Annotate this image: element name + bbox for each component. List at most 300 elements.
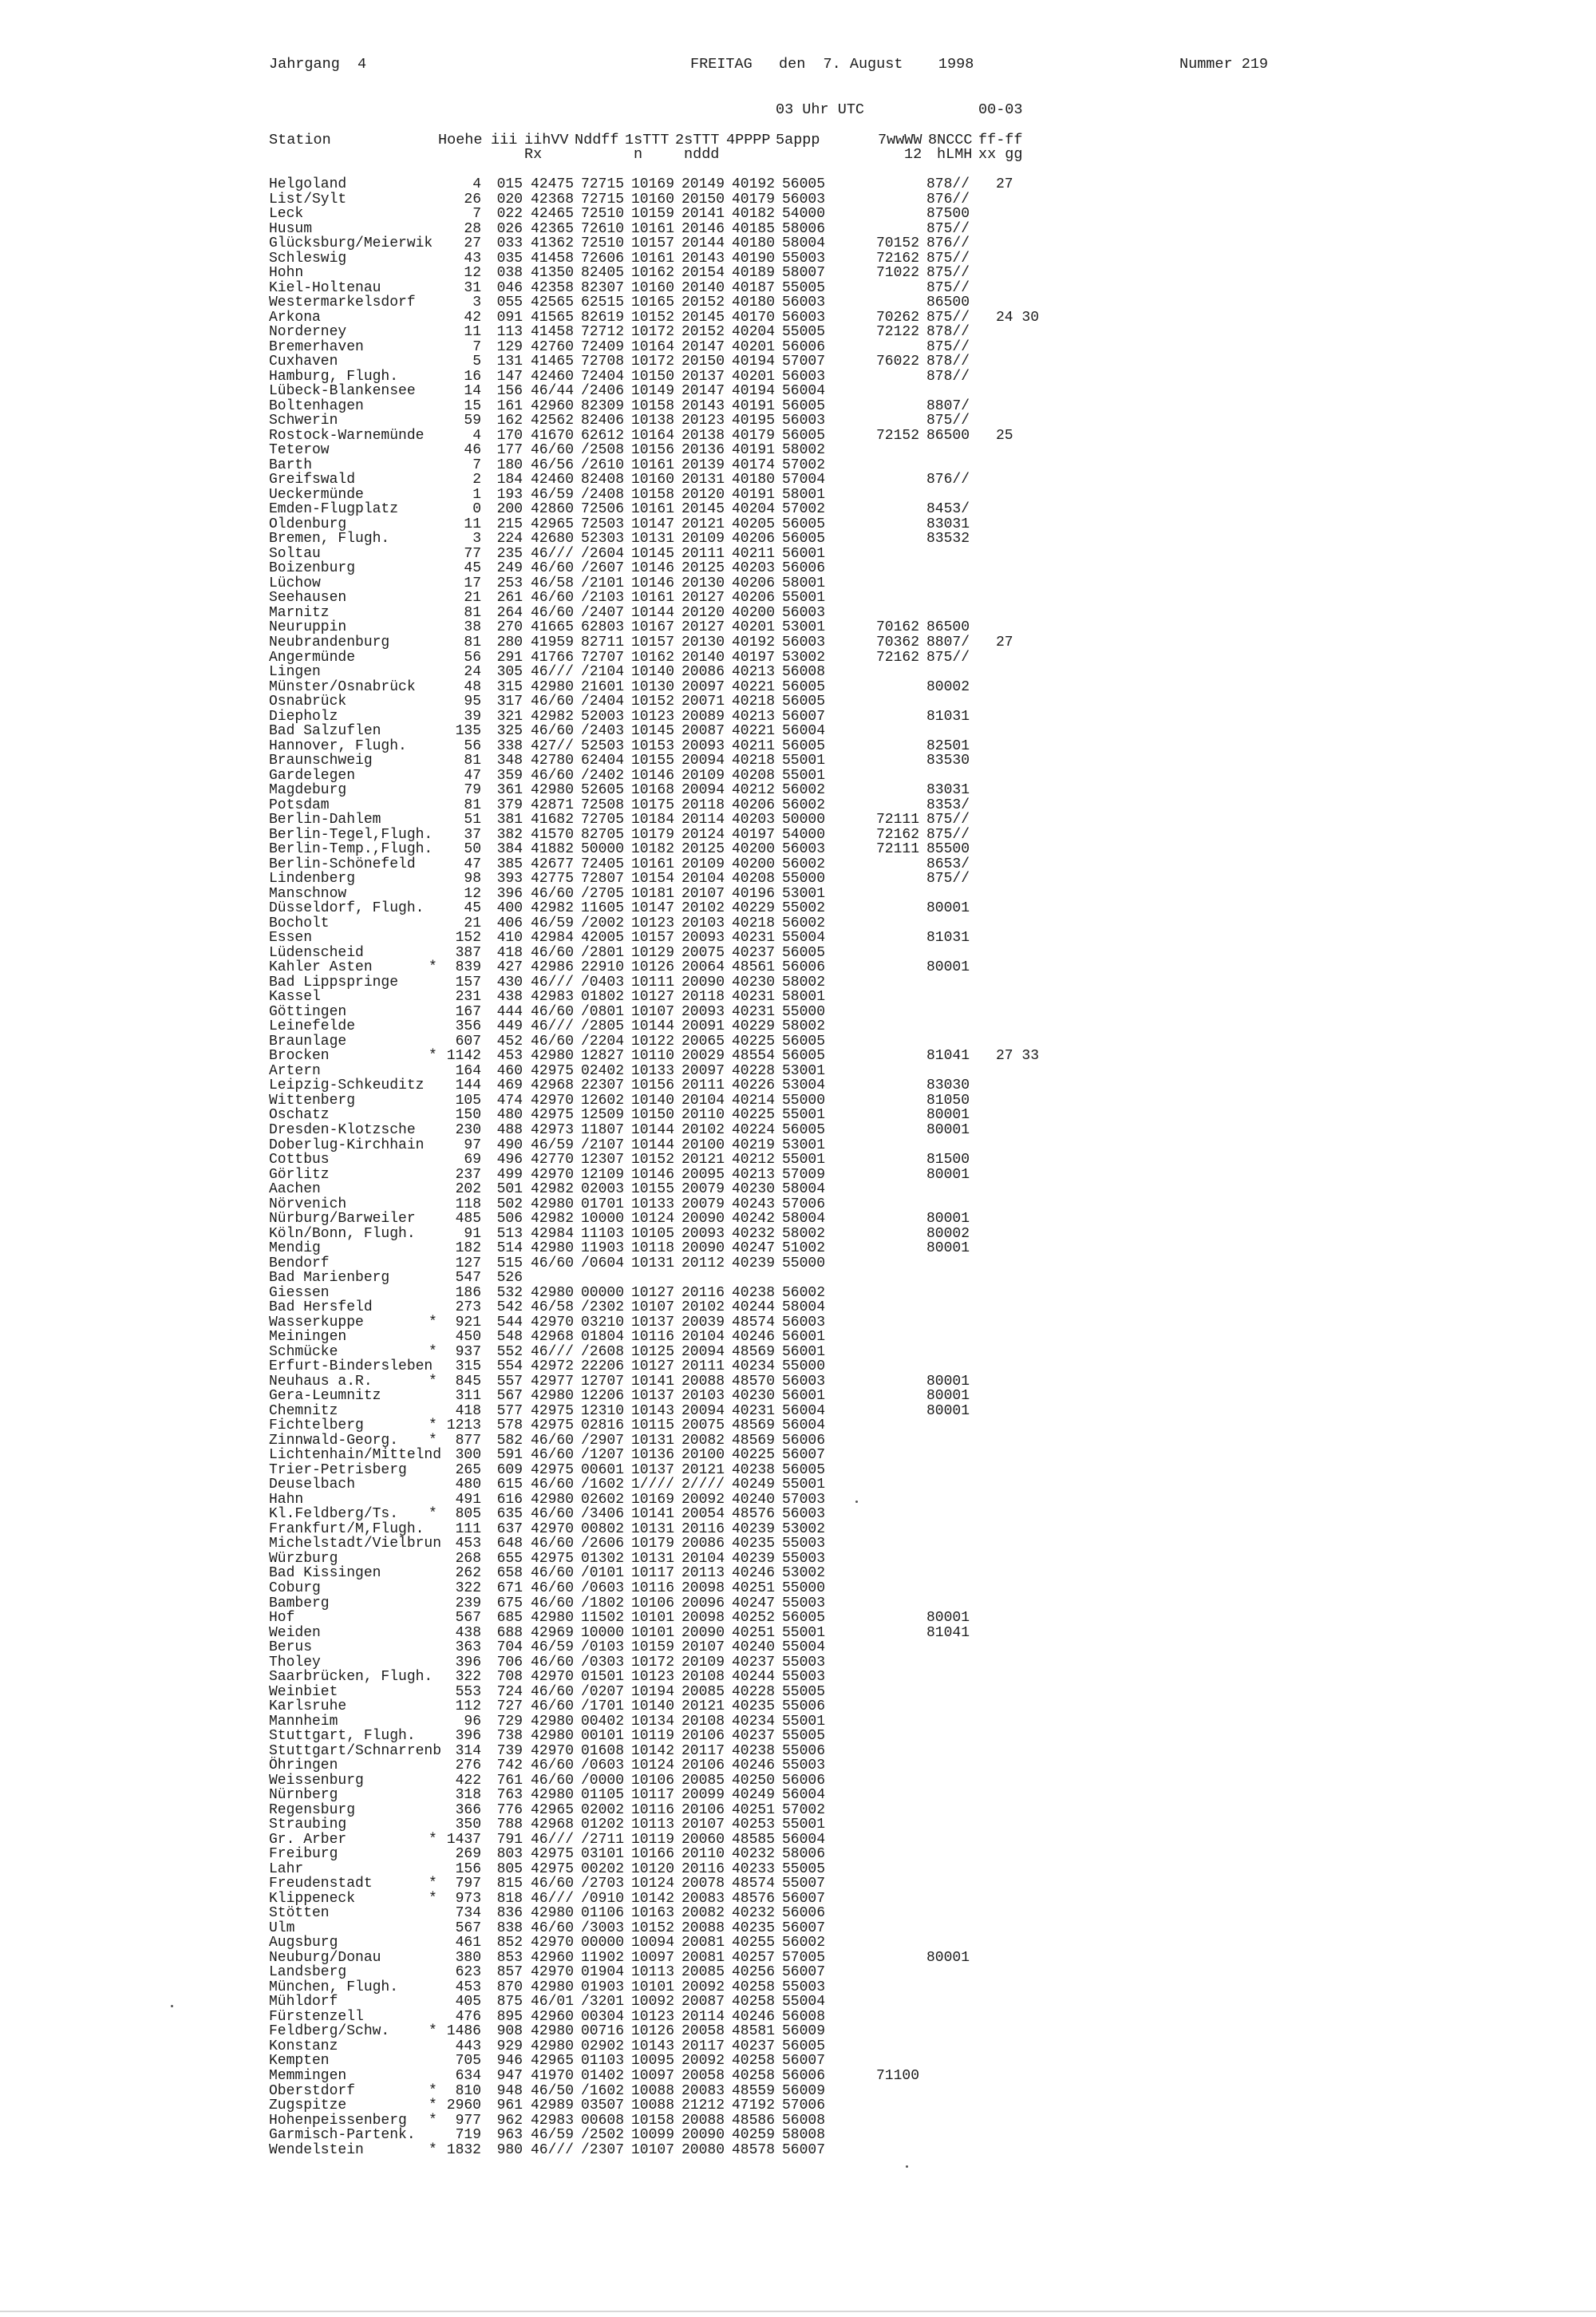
station-iihvv: 42460 bbox=[530, 368, 574, 385]
station-name: Hof bbox=[269, 1610, 295, 1627]
station-4pppp: 40185 bbox=[731, 220, 775, 237]
station-name: Bremerhaven bbox=[269, 338, 364, 355]
station-nddff: /0603 bbox=[580, 1758, 624, 1774]
station-iii: 460 bbox=[496, 1062, 523, 1079]
station-4pppp: 40259 bbox=[731, 2127, 775, 2144]
station-1sttt: 10157 bbox=[630, 634, 674, 650]
station-iii: 980 bbox=[496, 2141, 523, 2158]
station-iii: 791 bbox=[496, 1831, 523, 1848]
station-name: Göttingen bbox=[269, 1003, 347, 1020]
station-name: Bad Lippspringe bbox=[269, 974, 399, 990]
station-iihvv: 42970 bbox=[530, 1520, 574, 1537]
station-2sttt: 20081 bbox=[681, 1935, 725, 1951]
station-1sttt: 10113 bbox=[630, 1817, 674, 1833]
station-name: Freiburg bbox=[269, 1846, 338, 1863]
station-name: Trier-Petrisberg bbox=[269, 1461, 407, 1478]
station-name: Cuxhaven bbox=[269, 354, 338, 370]
station-hoehe: 21 bbox=[464, 590, 481, 607]
scan-speck bbox=[855, 1501, 858, 1503]
station-iihvv: 46/60 bbox=[530, 1772, 574, 1789]
station-5appp: 58002 bbox=[781, 1225, 825, 1242]
station-nddff: /3003 bbox=[580, 1920, 624, 1936]
station-2sttt: 20131 bbox=[681, 472, 725, 488]
station-5appp: 54000 bbox=[781, 206, 825, 223]
station-nddff: /0910 bbox=[580, 1890, 624, 1907]
station-2sttt: 20116 bbox=[681, 1520, 725, 1537]
station-nddff: 52605 bbox=[580, 782, 624, 799]
scan-speck bbox=[906, 2165, 908, 2168]
station-1sttt: 10152 bbox=[630, 1152, 674, 1168]
station-5appp: 55007 bbox=[781, 1876, 825, 1892]
station-5appp: 56009 bbox=[781, 2082, 825, 2099]
station-name: Kahler Asten bbox=[269, 959, 373, 976]
station-nddff: 03507 bbox=[580, 2098, 624, 2114]
station-hoehe: 11 bbox=[464, 324, 481, 341]
station-iii: 548 bbox=[496, 1329, 523, 1346]
station-4pppp: 40196 bbox=[731, 885, 775, 902]
station-2sttt: 20090 bbox=[681, 1211, 725, 1228]
station-4pppp: 40232 bbox=[731, 1905, 775, 1922]
station-hoehe: 17 bbox=[464, 575, 481, 591]
station-name: Berlin-Temp.,Flugh. bbox=[269, 841, 433, 858]
station-1sttt: 10124 bbox=[630, 1758, 674, 1774]
station-4pppp: 40235 bbox=[731, 1920, 775, 1936]
station-iii: 379 bbox=[496, 797, 523, 813]
station-nddff: 02902 bbox=[580, 2038, 624, 2054]
station-nddff: 72508 bbox=[580, 797, 624, 813]
station-4pppp: 40180 bbox=[731, 472, 775, 488]
station-2sttt: 20121 bbox=[681, 516, 725, 532]
station-4pppp: 40179 bbox=[731, 427, 775, 444]
station-nddff: 00402 bbox=[580, 1713, 624, 1730]
station-2sttt: 20065 bbox=[681, 1033, 725, 1050]
station-name: Ulm bbox=[269, 1920, 295, 1936]
station-nddff: /2107 bbox=[580, 1137, 624, 1153]
station-1sttt: 10149 bbox=[630, 383, 674, 400]
station-2sttt: 20104 bbox=[681, 1550, 725, 1567]
station-4pppp: 40232 bbox=[731, 1846, 775, 1863]
station-iihvv: 46/60 bbox=[530, 590, 574, 607]
station-nddff: 72506 bbox=[580, 501, 624, 518]
station-1sttt: 10120 bbox=[630, 1860, 674, 1877]
station-name: Berus bbox=[269, 1639, 313, 1656]
station-4pppp: 40252 bbox=[731, 1610, 775, 1627]
station-hoehe: 810 bbox=[455, 2082, 481, 2099]
station-nddff: 12707 bbox=[580, 1373, 624, 1390]
station-nddff: 10000 bbox=[580, 1211, 624, 1228]
station-name: Hohenpeissenberg bbox=[269, 2112, 407, 2129]
station-iii: 815 bbox=[496, 1876, 523, 1892]
station-4pppp: 40225 bbox=[731, 1033, 775, 1050]
station-iii: 131 bbox=[496, 354, 523, 370]
station-2sttt: 2//// bbox=[681, 1477, 725, 1493]
station-iihvv: 46/60 bbox=[530, 1565, 574, 1582]
station-hoehe: 839 bbox=[455, 959, 481, 976]
station-1sttt: 10113 bbox=[630, 1964, 674, 1981]
station-hoehe: 167 bbox=[455, 1003, 481, 1020]
station-name: Manschnow bbox=[269, 885, 347, 902]
station-2sttt: 20075 bbox=[681, 1417, 725, 1434]
station-iihvv: 42970 bbox=[530, 1314, 574, 1330]
station-1sttt: 10153 bbox=[630, 737, 674, 754]
station-star: * bbox=[429, 2112, 437, 2129]
station-hoehe: 59 bbox=[464, 413, 481, 429]
station-5appp: 53002 bbox=[781, 649, 825, 666]
station-star: * bbox=[429, 2141, 437, 2158]
station-5appp: 56001 bbox=[781, 1343, 825, 1360]
station-name: Brocken bbox=[269, 1048, 330, 1065]
station-1sttt: 10116 bbox=[630, 1801, 674, 1818]
station-star: * bbox=[429, 2082, 437, 2099]
station-hoehe: 438 bbox=[455, 1624, 481, 1641]
station-4pppp: 40201 bbox=[731, 619, 775, 636]
time-range-label: 00-03 bbox=[978, 101, 1023, 118]
station-2sttt: 20083 bbox=[681, 1890, 725, 1907]
station-8nccc: 80001 bbox=[926, 1122, 970, 1138]
station-8nccc: 80001 bbox=[926, 1211, 970, 1228]
station-hoehe: 150 bbox=[455, 1107, 481, 1124]
station-hoehe: 453 bbox=[455, 1979, 481, 1995]
station-5appp: 56004 bbox=[781, 1787, 825, 1804]
station-4pppp: 40251 bbox=[731, 1624, 775, 1641]
station-name: Neubrandenburg bbox=[269, 634, 390, 650]
station-iihvv: 42975 bbox=[530, 1402, 574, 1419]
station-1sttt: 10156 bbox=[630, 1077, 674, 1094]
station-iii: 499 bbox=[496, 1166, 523, 1183]
station-2sttt: 20111 bbox=[681, 1077, 725, 1094]
station-iii: 704 bbox=[496, 1639, 523, 1656]
station-4pppp: 40232 bbox=[731, 1225, 775, 1242]
station-8nccc: 81041 bbox=[926, 1048, 970, 1065]
station-2sttt: 20116 bbox=[681, 1860, 725, 1877]
station-name: Köln/Bonn, Flugh. bbox=[269, 1225, 416, 1242]
station-1sttt: 10134 bbox=[630, 1713, 674, 1730]
col-8nccc: 8NCCC bbox=[928, 132, 973, 148]
station-4pppp: 40218 bbox=[731, 694, 775, 710]
station-5appp: 56007 bbox=[781, 1447, 825, 1464]
station-iii: 249 bbox=[496, 560, 523, 577]
station-2sttt: 20104 bbox=[681, 1092, 725, 1109]
station-hoehe: 322 bbox=[455, 1580, 481, 1596]
station-2sttt: 20060 bbox=[681, 1831, 725, 1848]
station-1sttt: 10123 bbox=[630, 708, 674, 725]
station-iihvv: 46/60 bbox=[530, 885, 574, 902]
station-5appp: 55002 bbox=[781, 900, 825, 917]
station-hoehe: 164 bbox=[455, 1062, 481, 1079]
station-4pppp: 40258 bbox=[731, 2068, 775, 2084]
station-1sttt: 10127 bbox=[630, 989, 674, 1006]
station-5appp: 56005 bbox=[781, 516, 825, 532]
station-8nccc: 80001 bbox=[926, 1388, 970, 1405]
station-2sttt: 20085 bbox=[681, 1964, 725, 1981]
station-name: Meiningen bbox=[269, 1329, 347, 1346]
station-hoehe: 118 bbox=[455, 1196, 481, 1212]
station-8nccc: 86500 bbox=[926, 619, 970, 636]
station-name: Soltau bbox=[269, 545, 321, 562]
station-2sttt: 20125 bbox=[681, 841, 725, 858]
station-name: Leck bbox=[269, 206, 304, 223]
station-5appp: 53002 bbox=[781, 1520, 825, 1537]
station-iihvv: 42980 bbox=[530, 782, 574, 799]
station-hoehe: 98 bbox=[464, 871, 481, 888]
station-iii: 803 bbox=[496, 1846, 523, 1863]
station-2sttt: 20118 bbox=[681, 989, 725, 1006]
station-star: * bbox=[429, 1506, 437, 1523]
station-nddff: 10000 bbox=[580, 1624, 624, 1641]
station-iii: 382 bbox=[496, 826, 523, 843]
station-2sttt: 20090 bbox=[681, 2127, 725, 2144]
station-1sttt: 10150 bbox=[630, 1107, 674, 1124]
station-2sttt: 20106 bbox=[681, 1728, 725, 1745]
station-name: Giessen bbox=[269, 1284, 330, 1301]
station-hoehe: 547 bbox=[455, 1270, 481, 1287]
station-iii: 675 bbox=[496, 1595, 523, 1611]
station-name: Kassel bbox=[269, 989, 321, 1006]
station-4pppp: 40231 bbox=[731, 1402, 775, 1419]
station-5appp: 55000 bbox=[781, 871, 825, 888]
station-4pppp: 40191 bbox=[731, 442, 775, 459]
station-iihvv: 46/// bbox=[530, 664, 574, 681]
station-name: Kl.Feldberg/Ts. bbox=[269, 1506, 399, 1523]
station-2sttt: 20106 bbox=[681, 1758, 725, 1774]
station-nddff: 02002 bbox=[580, 1801, 624, 1818]
station-4pppp: 40229 bbox=[731, 900, 775, 917]
station-nddff: 52303 bbox=[580, 531, 624, 548]
station-1sttt: 10155 bbox=[630, 753, 674, 769]
station-5appp: 57002 bbox=[781, 1801, 825, 1818]
station-4pppp: 40187 bbox=[731, 279, 775, 296]
station-name: Klippeneck bbox=[269, 1890, 356, 1907]
station-4pppp: 40206 bbox=[731, 590, 775, 607]
station-1sttt: 10117 bbox=[630, 1565, 674, 1582]
station-name: Oschatz bbox=[269, 1107, 330, 1124]
station-1sttt: 10150 bbox=[630, 368, 674, 385]
station-8nccc: 875// bbox=[926, 871, 970, 888]
station-5appp: 56002 bbox=[781, 797, 825, 813]
station-2sttt: 20109 bbox=[681, 856, 725, 872]
station-4pppp: 40238 bbox=[731, 1284, 775, 1301]
station-iii: 776 bbox=[496, 1801, 523, 1818]
station-1sttt: 10152 bbox=[630, 1920, 674, 1936]
station-1sttt: 10144 bbox=[630, 1122, 674, 1138]
station-2sttt: 20124 bbox=[681, 826, 725, 843]
station-hoehe: 11 bbox=[464, 516, 481, 532]
station-name: Gera-Leumnitz bbox=[269, 1388, 381, 1405]
station-hoehe: 157 bbox=[455, 974, 481, 990]
station-name: Berlin-Dahlem bbox=[269, 812, 381, 828]
station-hoehe: 315 bbox=[455, 1358, 481, 1375]
col-7wwww-sub: 12 bbox=[904, 146, 922, 163]
station-1sttt: 10140 bbox=[630, 1092, 674, 1109]
station-4pppp: 40246 bbox=[731, 1758, 775, 1774]
station-1sttt: 10123 bbox=[630, 1669, 674, 1686]
station-4pppp: 40250 bbox=[731, 1772, 775, 1789]
station-iii: 501 bbox=[496, 1181, 523, 1198]
station-4pppp: 40194 bbox=[731, 383, 775, 400]
station-iihvv: 42970 bbox=[530, 1092, 574, 1109]
station-nddff: 00000 bbox=[580, 1284, 624, 1301]
station-name: Boizenburg bbox=[269, 560, 356, 577]
station-name: Würzburg bbox=[269, 1550, 338, 1567]
station-hoehe: 135 bbox=[455, 723, 481, 740]
station-name: Zinnwald-Georg. bbox=[269, 1432, 399, 1449]
station-iii: 184 bbox=[496, 472, 523, 488]
station-1sttt: 10118 bbox=[630, 1240, 674, 1257]
station-nddff: /0604 bbox=[580, 1255, 624, 1271]
station-5appp: 57007 bbox=[781, 354, 825, 370]
col-5appp: 5appp bbox=[776, 132, 820, 148]
station-iihvv: 41465 bbox=[530, 354, 574, 370]
station-iii: 502 bbox=[496, 1196, 523, 1212]
station-nddff: 82307 bbox=[580, 279, 624, 296]
station-8nccc: 86500 bbox=[926, 427, 970, 444]
station-hoehe: 31 bbox=[464, 279, 481, 296]
station-name: Düsseldorf, Flugh. bbox=[269, 900, 425, 917]
col-ff-sub: xx gg bbox=[978, 146, 1023, 163]
station-name: Essen bbox=[269, 930, 313, 947]
station-4pppp: 40214 bbox=[731, 1092, 775, 1109]
station-4pppp: 40239 bbox=[731, 1520, 775, 1537]
station-nddff: /2406 bbox=[580, 383, 624, 400]
station-1sttt: 10146 bbox=[630, 1166, 674, 1183]
station-iihvv: 46/60 bbox=[530, 1506, 574, 1523]
station-5appp: 55004 bbox=[781, 930, 825, 947]
station-iihvv: 46/60 bbox=[530, 694, 574, 710]
station-hoehe: 202 bbox=[455, 1181, 481, 1198]
station-name: Fichtelberg bbox=[269, 1417, 364, 1434]
station-iihvv: 41458 bbox=[530, 250, 574, 267]
station-2sttt: 20092 bbox=[681, 1491, 725, 1508]
station-star: * bbox=[429, 1048, 437, 1065]
station-hoehe: 28 bbox=[464, 220, 481, 237]
station-nddff: /0603 bbox=[580, 1580, 624, 1596]
station-name: Konstanz bbox=[269, 2038, 338, 2054]
station-iii: 418 bbox=[496, 944, 523, 961]
station-nddff: 42005 bbox=[580, 930, 624, 947]
station-1sttt: 10182 bbox=[630, 841, 674, 858]
station-5appp: 56002 bbox=[781, 1935, 825, 1951]
station-5appp: 55006 bbox=[781, 1742, 825, 1759]
station-nddff: 02602 bbox=[580, 1491, 624, 1508]
station-2sttt: 20138 bbox=[681, 427, 725, 444]
station-1sttt: 10131 bbox=[630, 1432, 674, 1449]
station-5appp: 56006 bbox=[781, 2068, 825, 2084]
station-hoehe: 1213 bbox=[446, 1417, 481, 1434]
station-2sttt: 20107 bbox=[681, 885, 725, 902]
station-nddff: /2608 bbox=[580, 1343, 624, 1360]
station-1sttt: 10144 bbox=[630, 1018, 674, 1035]
utc-time-label: 03 Uhr UTC bbox=[776, 101, 865, 118]
station-name: Oldenburg bbox=[269, 516, 347, 532]
station-iii: 113 bbox=[496, 324, 523, 341]
station-nddff: 62404 bbox=[580, 753, 624, 769]
station-iii: 567 bbox=[496, 1388, 523, 1405]
station-5appp: 56005 bbox=[781, 176, 825, 192]
station-5appp: 58006 bbox=[781, 220, 825, 237]
station-iihvv: 41665 bbox=[530, 619, 574, 636]
station-iihvv: 46/60 bbox=[530, 1033, 574, 1050]
station-iihvv: 42982 bbox=[530, 900, 574, 917]
station-2sttt: 21212 bbox=[681, 2098, 725, 2114]
station-nddff: 52503 bbox=[580, 737, 624, 754]
col-2sttt-sub: nddd bbox=[684, 146, 720, 163]
station-iihvv: 46/60 bbox=[530, 1654, 574, 1671]
station-4pppp: 40189 bbox=[731, 265, 775, 282]
station-iii: 264 bbox=[496, 604, 523, 621]
station-name: Bendorf bbox=[269, 1255, 330, 1271]
station-iihvv: 42368 bbox=[530, 191, 574, 208]
col-ff: ff-ff bbox=[978, 132, 1023, 148]
station-iii: 224 bbox=[496, 531, 523, 548]
station-4pppp: 40228 bbox=[731, 1683, 775, 1700]
station-nddff: /2502 bbox=[580, 2127, 624, 2144]
station-iihvv: 42980 bbox=[530, 1048, 574, 1065]
station-iii: 838 bbox=[496, 1920, 523, 1936]
station-hoehe: 231 bbox=[455, 989, 481, 1006]
station-4pppp: 48561 bbox=[731, 959, 775, 976]
station-1sttt: 10159 bbox=[630, 206, 674, 223]
station-nddff: 82405 bbox=[580, 265, 624, 282]
station-5appp: 56002 bbox=[781, 782, 825, 799]
station-5appp: 55003 bbox=[781, 1536, 825, 1552]
station-2sttt: 20127 bbox=[681, 619, 725, 636]
station-4pppp: 40246 bbox=[731, 2008, 775, 2025]
station-iii: 513 bbox=[496, 1225, 523, 1242]
station-2sttt: 20143 bbox=[681, 397, 725, 414]
station-8nccc: 81031 bbox=[926, 708, 970, 725]
station-1sttt: 10131 bbox=[630, 1255, 674, 1271]
station-4pppp: 40226 bbox=[731, 1077, 775, 1094]
station-1sttt: 10092 bbox=[630, 1994, 674, 2011]
station-hoehe: 47 bbox=[464, 767, 481, 784]
station-iihvv: 42982 bbox=[530, 1211, 574, 1228]
station-iihvv: 41362 bbox=[530, 235, 574, 252]
station-4pppp: 40234 bbox=[731, 1713, 775, 1730]
station-nddff: 01501 bbox=[580, 1669, 624, 1686]
station-1sttt: 10184 bbox=[630, 812, 674, 828]
station-8nccc: 80001 bbox=[926, 1166, 970, 1183]
station-nddff: 72705 bbox=[580, 812, 624, 828]
station-nddff: 72510 bbox=[580, 235, 624, 252]
station-hoehe: 396 bbox=[455, 1728, 481, 1745]
station-1sttt: 10164 bbox=[630, 338, 674, 355]
station-name: Bad Kissingen bbox=[269, 1565, 381, 1582]
station-iihvv: 46/58 bbox=[530, 575, 574, 591]
station-8nccc: 876// bbox=[926, 235, 970, 252]
station-hoehe: 79 bbox=[464, 782, 481, 799]
station-2sttt: 20113 bbox=[681, 1565, 725, 1582]
station-8nccc: 875// bbox=[926, 309, 970, 326]
station-8nccc: 875// bbox=[926, 250, 970, 267]
station-2sttt: 20109 bbox=[681, 1654, 725, 1671]
station-5appp: 58006 bbox=[781, 1846, 825, 1863]
station-4pppp: 40213 bbox=[731, 708, 775, 725]
station-5appp: 54000 bbox=[781, 826, 825, 843]
station-iii: 156 bbox=[496, 383, 523, 400]
station-iihvv: 41670 bbox=[530, 427, 574, 444]
station-1sttt: 10133 bbox=[630, 1196, 674, 1212]
station-star: * bbox=[429, 1373, 437, 1390]
station-hoehe: 4 bbox=[472, 176, 481, 192]
station-2sttt: 20109 bbox=[681, 767, 725, 784]
station-hoehe: 1142 bbox=[446, 1048, 481, 1065]
station-2sttt: 20102 bbox=[681, 900, 725, 917]
col-station: Station bbox=[269, 132, 331, 148]
station-iii: 162 bbox=[496, 413, 523, 429]
station-5appp: 55003 bbox=[781, 1550, 825, 1567]
station-4pppp: 40233 bbox=[731, 1860, 775, 1877]
station-iii: 359 bbox=[496, 767, 523, 784]
